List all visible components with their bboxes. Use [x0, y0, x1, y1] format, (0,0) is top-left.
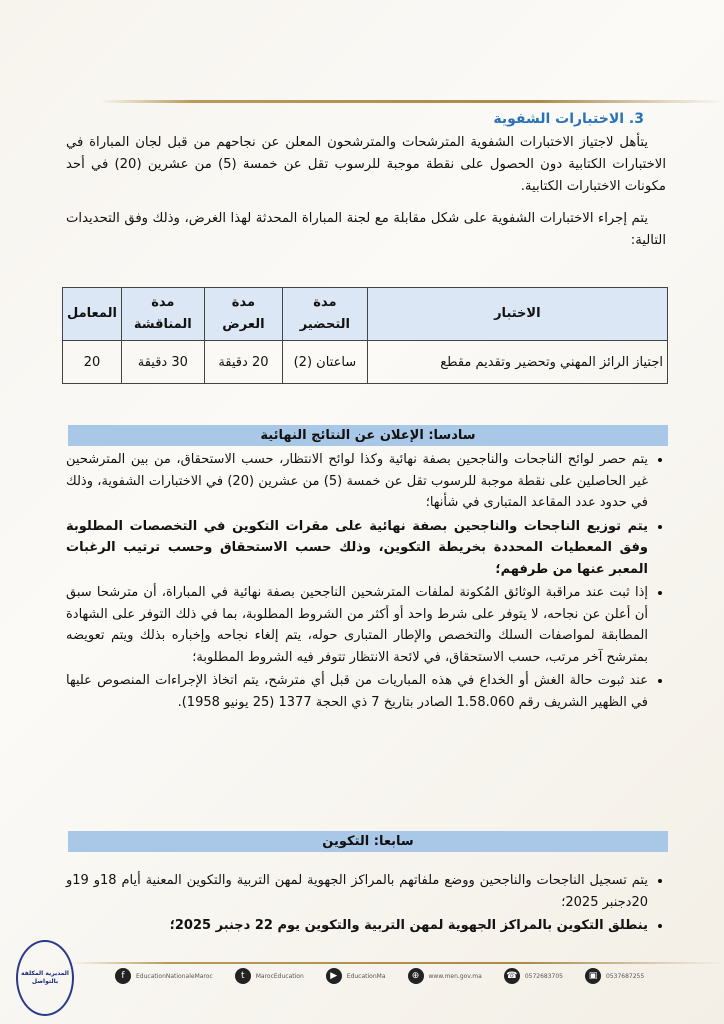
- header-exam: الاختبار: [367, 288, 667, 341]
- list-item: • يتم حصر لوائح الناجحات والناجحين بصفة نهائية وكذا لوائح الانتظار، حسب الاستحقاق، من بين المترشحين غير الحاصلين على نقطة موجبة للرسوب تقل عن خمسة (5) من عشرين (20) في الاختبارات الشفوية، وذلك في حدود عدد المقاعد المتبارى في شأنها؛: [66, 449, 648, 514]
- facebook-handle: EducationNationaleMaroc: [136, 972, 213, 980]
- cell-coefficient: 20: [63, 341, 122, 384]
- cell-discussion-time: 30 دقيقة: [121, 341, 204, 384]
- cell-presentation-time: 20 دقيقة: [204, 341, 282, 384]
- table-header-row: [63, 288, 668, 341]
- youtube-icon: ▶: [326, 968, 342, 984]
- header-prep-time: مدة التحضير: [283, 288, 368, 341]
- footer-gold-rule: [70, 962, 724, 964]
- footer-website[interactable]: [408, 968, 482, 984]
- twitter-icon: t: [235, 968, 251, 984]
- footer-youtube[interactable]: [326, 968, 386, 984]
- seal-text: المديرية المكلفة بالتواصل: [21, 970, 69, 985]
- fax-number: 0537687255: [606, 972, 645, 980]
- list-item: • ينطلق التكوين بالمراكز الجهوية لمهن التربية والتكوين يوم 22 دجنبر 2025؛: [66, 915, 648, 937]
- oral-exam-table: [62, 287, 668, 384]
- fax-icon: ▣: [585, 968, 601, 984]
- training-list: [66, 870, 668, 939]
- paragraph-eligibility: يتأهل لاجتياز الاختبارات الشفوية المترشحات والمترشحون المعلن عن نجاحهم من قبل لجان المباراة في الاختبارات الكتابية دون الحصول على نقطة موجبة للرسوب تقل عن خمسة (5) من عشرين (20) في أحد مكونات الاختبارات الكتابية.: [66, 135, 666, 194]
- header-presentation-time: مدة العرض: [204, 288, 282, 341]
- cell-prep-time: ساعتان (2): [283, 341, 368, 384]
- globe-icon: ⊕: [408, 968, 424, 984]
- youtube-handle: EducationMa: [346, 972, 386, 980]
- phone-number: 0572683705: [524, 972, 564, 980]
- list-item: • عند ثبوت حالة الغش أو الخداع في هذه المباريات من قبل أي مترشح، يتم اتخاذ الإجراءات المنصوص عليها في الظهير الشريف رقم 1.58.060 الصادر بتاريخ 7 ذي الحجة 1377 (25 يونيو 1958).: [66, 670, 648, 713]
- final-results-list: [66, 449, 668, 715]
- footer-fax: [585, 968, 644, 984]
- list-item: • إذا ثبت عند مراقبة الوثائق المُكونة لملفات المترشحين الناجحين بصفة نهائية في المباراة، أن مترشحا سبق أن أعلن عن نجاحه، لا يتوفر على شرط واحد أو أكثر من الشروط المطلوبة، بما في ذلك التوفر على الشهادة المطابقة لمواصفات السلك والتخصص والإطار المتبارى حوله، يتم إلغاء نجاحه وإخباره بذلك ويتم تعويضه بمترشح آخر مرتب، حسب الاستحقاق، في لائحة الانتظار تتوفر فيه الشروط المطلوبة؛: [66, 582, 648, 668]
- footer-phone: [504, 968, 563, 984]
- section-heading-oral-exams: 3. الاختبارات الشفوية: [493, 111, 644, 127]
- section-bar-training: سابعا: التكوين: [68, 831, 668, 852]
- list-item: • يتم تسجيل الناجحات والناجحين ووضع ملفاتهم بالمراكز الجهوية لمهن التربية والتكوين المعنية أيام 18و 19و 20دجنبر 2025؛: [66, 870, 648, 913]
- facebook-icon: f: [115, 968, 131, 984]
- section-bar-final-results: سادسا: الإعلان عن النتائج النهائية: [68, 425, 668, 446]
- top-gold-rule: [100, 100, 724, 103]
- phone-icon: ☎: [504, 968, 520, 984]
- footer-contacts: [115, 968, 644, 984]
- paragraph-procedure: يتم إجراء الاختبارات الشفوية على شكل مقابلة مع لجنة المباراة المحدثة لهذا الغرض، وذلك وفق التحديدات التالية:: [66, 211, 666, 248]
- list-item: • يتم توزيع الناجحات والناجحين بصفة نهائية على مقرات التكوين في التخصصات المطلوبة وفق المعطيات المحددة بخريطة التكوين، وذلك حسب الاستحقاق وحسب ترتيب الرغبات المعبر عنها من طرفهم؛: [66, 516, 648, 581]
- website-url: www.men.gov.ma: [428, 972, 482, 980]
- footer-twitter[interactable]: [235, 968, 304, 984]
- table-row: [63, 341, 668, 384]
- twitter-handle: MarocEducation: [255, 972, 304, 980]
- header-coefficient: المعامل: [63, 288, 122, 341]
- footer-facebook[interactable]: [115, 968, 213, 984]
- cell-exam: اجتياز الرائز المهني وتحضير وتقديم مقطع: [367, 341, 667, 384]
- ministry-seal: [16, 940, 74, 1016]
- header-discussion-time: مدة المناقشة: [121, 288, 204, 341]
